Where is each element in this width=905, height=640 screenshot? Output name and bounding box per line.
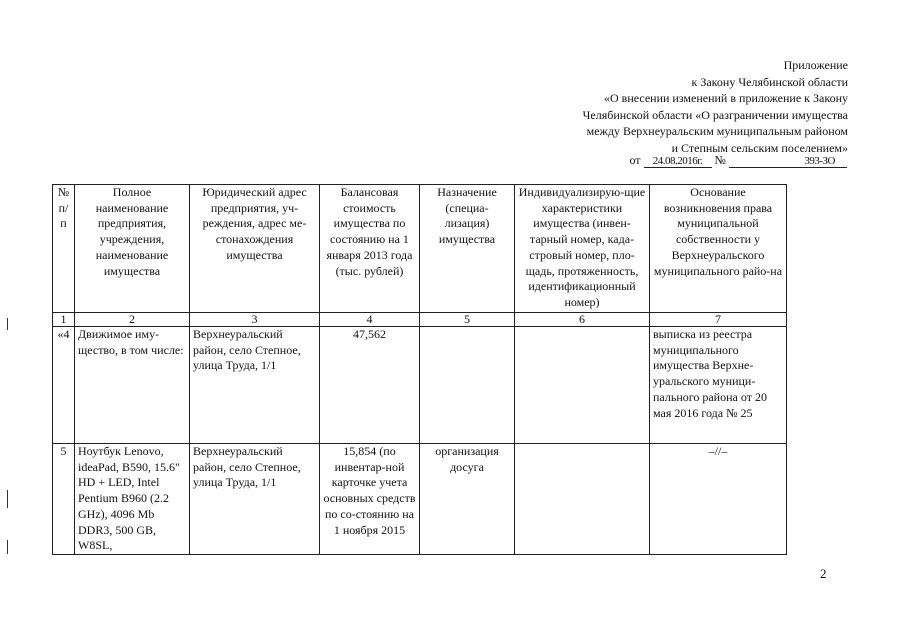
column-number: 6 <box>515 313 650 327</box>
column-number: 7 <box>650 313 787 327</box>
column-number: 5 <box>420 313 515 327</box>
appendix-line: и Степным сельским поселением» <box>671 140 848 155</box>
header-cell: № п/п <box>53 185 75 313</box>
scan-margin-mark <box>7 318 8 330</box>
row-purpose <box>420 327 515 444</box>
header-cell: Полное наименование предприятия, учреждения, наименование имущества <box>75 185 190 313</box>
column-number-row <box>53 313 787 327</box>
scan-margin-mark <box>7 540 8 554</box>
table-row <box>53 327 787 444</box>
row-number: 5 <box>53 444 75 555</box>
table-row <box>53 444 787 555</box>
appendix-line: Челябинской области «О разграничении имущества <box>582 107 848 122</box>
row-characteristics <box>515 444 650 555</box>
header-cell: Основание возникновения права муниципальной собственности у Верхнеуральского муниципального райо-на <box>650 185 787 313</box>
appendix-header <box>448 57 848 156</box>
column-number: 3 <box>190 313 320 327</box>
appendix-line: Приложение <box>783 58 848 72</box>
header-cell: Индивидуализирую-щие характеристики имущества (инвен-тарный номер, када-стровый номер, пло-щадь, протяженность, идентификационный номер) <box>515 185 650 313</box>
row-number: «4 <box>53 327 75 444</box>
row-address: Верхнеуральский район, село Степное, улица Труда, 1/1 <box>190 444 320 555</box>
header-cell: Юридический адрес предприятия, уч-реждения, адрес ме-стонахождения имущества <box>190 185 320 313</box>
row-name: Движимое иму-щество, в том числе: <box>75 327 190 444</box>
from-label: от <box>629 153 641 167</box>
row-value: 47,562 <box>320 327 420 444</box>
row-value: 15,854 (по инвентар-ной карточке учета основных средств по со-стоянию на 1 ноября 2015 <box>320 444 420 555</box>
appendix-line: между Верхнеуральским муниципальным районом <box>586 124 848 138</box>
row-characteristics <box>515 327 650 444</box>
column-number: 4 <box>320 313 420 327</box>
row-address: Верхнеуральский район, село Степное, улица Труда, 1/1 <box>190 327 320 444</box>
property-table <box>52 184 787 555</box>
header-cell: Балансовая стоимость имущества по состоянию на 1 января 2013 года (тыс. рублей) <box>320 185 420 313</box>
law-number: 393-ЗО <box>729 155 847 168</box>
column-number: 2 <box>75 313 190 327</box>
row-purpose: организация досуга <box>420 444 515 555</box>
number-label: № <box>714 153 726 167</box>
row-basis: –//– <box>650 444 787 555</box>
column-number: 1 <box>53 313 75 327</box>
law-date: 24.08.2016г. <box>644 155 712 168</box>
header-row <box>53 185 787 313</box>
row-name: Ноутбук Lenovo, ideaPad, B590, 15.6" HD + LED, Intel Pentium B960 (2.2 GHz), 4096 Mb DDR3, 500 GB, W8SL, <box>75 444 190 555</box>
appendix-line: «О внесении изменений в приложение к Закону <box>603 91 848 105</box>
scan-margin-mark <box>7 490 8 508</box>
header-cell: Назначение (специа-лизация) имущества <box>420 185 515 313</box>
law-date-number <box>629 153 847 168</box>
appendix-line: к Закону Челябинской области <box>691 74 848 89</box>
page-number: 2 <box>820 566 827 581</box>
row-basis: выписка из реестра муниципального имущества Верхне-уральского муници-пального района от 20 мая 2016 года № 25 <box>650 327 787 444</box>
